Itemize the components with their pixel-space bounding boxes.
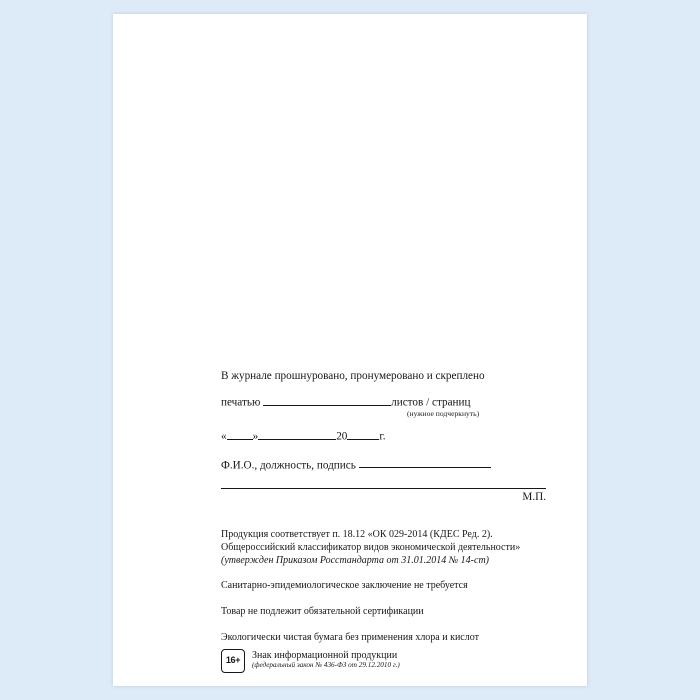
date-day-blank[interactable] [227, 430, 253, 439]
quote-close: » [252, 430, 259, 443]
signatory-line [221, 459, 551, 472]
underline-hint: (нужное подчеркнуть) [407, 409, 480, 419]
signatory-blank-second-row[interactable] [221, 478, 546, 489]
signatory-label: Ф.И.О., должность, подпись [221, 459, 356, 472]
compliance-paragraph-2: Санитарно-эпидемиологическое заключение не требуется [221, 580, 468, 592]
compliance-paragraph-4: Экологически чистая бумага без применения хлора и кислот [221, 632, 479, 644]
document-page [113, 14, 587, 686]
certification-line-2 [221, 396, 551, 409]
age-rating-row [221, 649, 551, 673]
seal-label: печатью [221, 396, 261, 409]
compliance-paragraph-1-line-1: Продукция соответствует п. 18.12 «ОК 029-2014 (КДЕС Ред. 2). [221, 529, 493, 541]
signatory-blank[interactable] [359, 459, 491, 468]
age-rating-text [252, 649, 400, 670]
year-suffix: г. [379, 430, 386, 443]
date-month-blank[interactable] [258, 430, 336, 439]
compliance-paragraph-3: Товар не подлежит обязательной сертификации [221, 606, 424, 618]
date-line [221, 430, 551, 443]
compliance-paragraph-1-line-3: (утвержден Приказом Росстандарта от 31.01.2014 № 14-ст) [221, 554, 489, 566]
page-content [221, 370, 551, 673]
compliance-paragraph-1 [221, 529, 551, 567]
sheets-pages-label: листов / страниц [391, 396, 471, 409]
compliance-paragraph-1-line-2: Общероссийский классификатор видов экономической деятельности» [221, 541, 521, 553]
certification-line-1: В журнале прошнуровано, пронумеровано и скреплено [221, 370, 485, 382]
age-rating-icon: 16+ [221, 649, 245, 673]
age-rating-title: Знак информационной продукции [252, 649, 398, 661]
certification-block [221, 370, 551, 503]
seal-place-mark: М.П. [522, 490, 546, 503]
seal-count-blank[interactable] [263, 396, 391, 405]
compliance-block [221, 529, 551, 673]
date-year-blank[interactable] [347, 430, 379, 439]
age-rating-subtitle: (федеральный закон № 436-ФЗ от 29.12.2010 г.) [252, 661, 400, 670]
quote-open: « [221, 430, 227, 443]
year-prefix: 20 [336, 430, 348, 443]
